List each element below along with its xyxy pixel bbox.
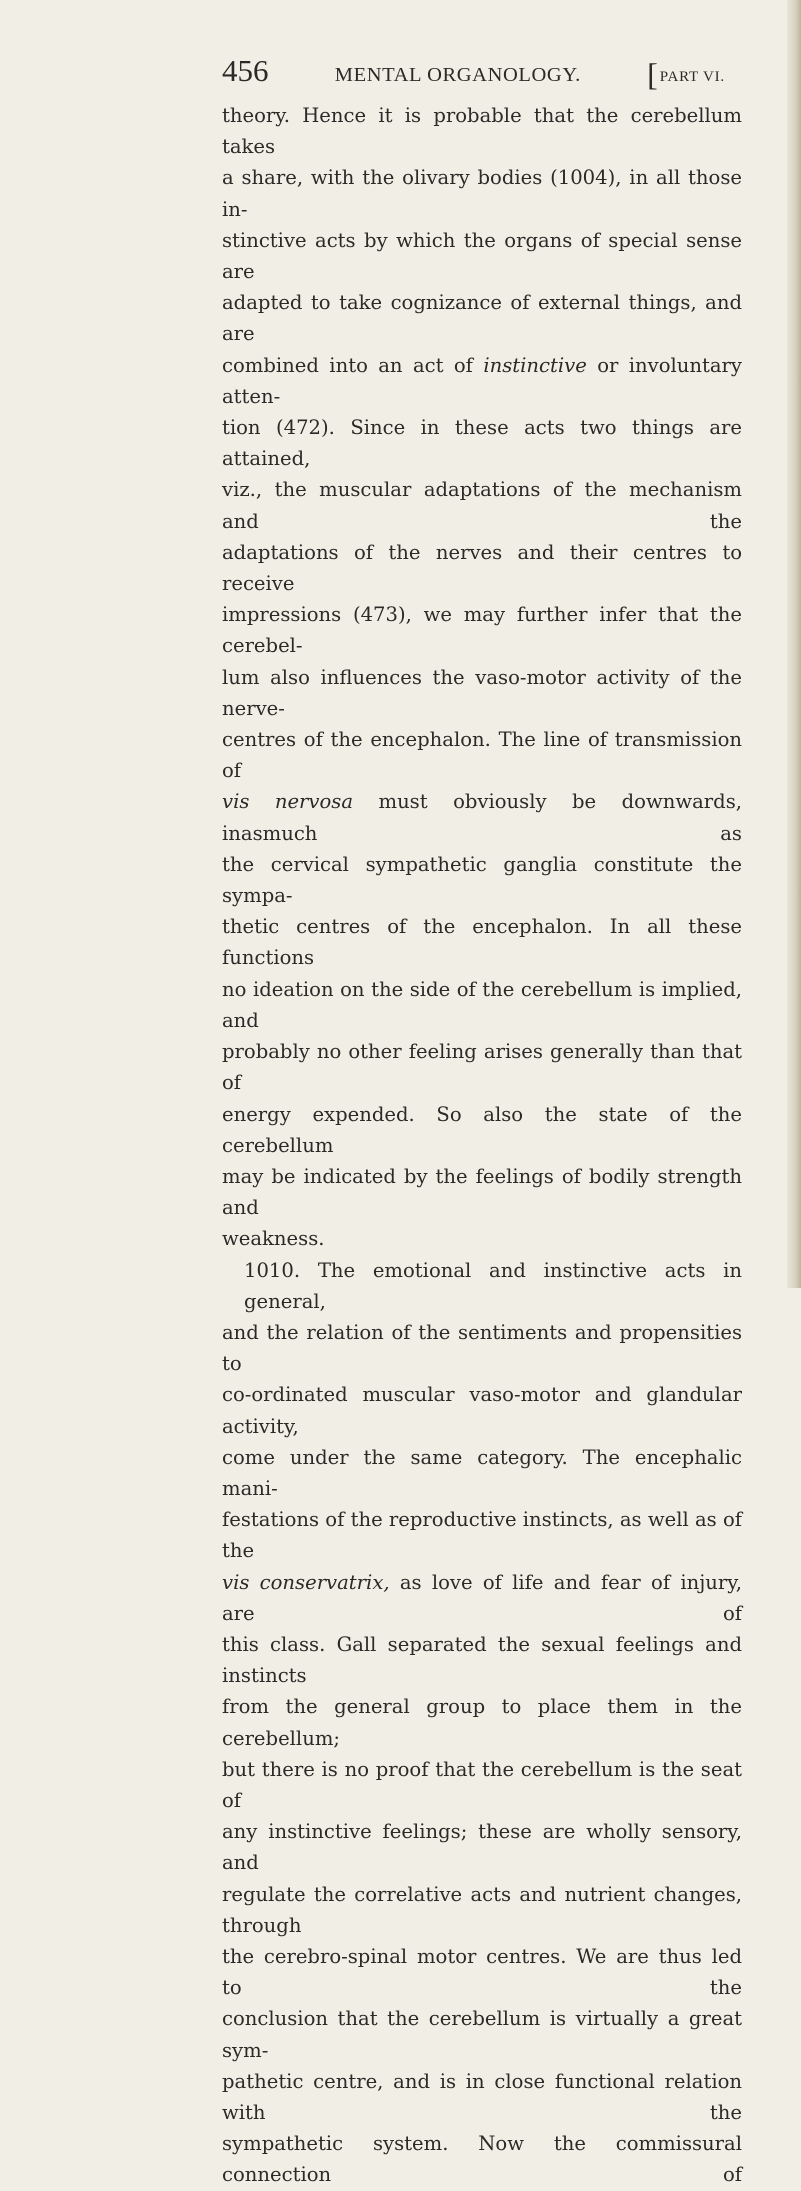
text-line: from the general group to place them in the cerebellum;	[222, 1695, 742, 1750]
italic-term: vis conservatrix,	[222, 1570, 390, 1594]
text-line: regulate the correlative acts and nutrient changes, through	[222, 1882, 742, 1937]
text-line: lum also influences the vaso-motor activity of the nerve-	[222, 665, 742, 720]
part-label	[647, 52, 725, 92]
italic-term: vis nervosa	[222, 790, 354, 814]
text-line: the cerebro-spinal motor centres. We are thus led to the	[222, 1944, 742, 2000]
page-header	[222, 52, 725, 92]
text-run: must obviously be downwards, inasmuch as	[222, 790, 742, 845]
text-run: combined into an act of	[222, 353, 484, 377]
text-run: or involuntary atten-	[222, 353, 742, 408]
text-line: impressions (473), we may further infer that the cerebel-	[222, 603, 742, 658]
part-bracket: [	[647, 56, 658, 92]
text-line: sympathetic system. Now the commissural connection of	[222, 2132, 742, 2187]
text-line: probably no other feeling arises generally than that of	[222, 1040, 742, 1095]
running-title: MENTAL ORGANOLOGY.	[334, 64, 581, 86]
text-line: co-ordinated muscular vaso-motor and glandular activity,	[222, 1383, 742, 1438]
text-line	[222, 1567, 742, 1629]
part-text: PART VI.	[659, 69, 725, 85]
text-line: pathetic centre, and is in close functional relation with the	[222, 2069, 742, 2124]
text-line: any instinctive feelings; these are wholly sensory, and	[222, 1820, 742, 1875]
text-line: thetic centres of the encephalon. In all these functions	[222, 915, 742, 970]
text-line: festations of the reproductive instincts, as well as of the	[222, 1508, 742, 1563]
text-line: but there is no proof that the cerebellum is the seat of	[222, 1757, 742, 1812]
text-line: adapted to take cognizance of external things, and are	[222, 291, 742, 346]
body-text	[222, 100, 742, 2191]
text-line	[222, 350, 742, 412]
text-line: energy expended. So also the state of the cerebellum	[222, 1102, 742, 1157]
text-line: centres of the encephalon. The line of transmission of	[222, 728, 742, 783]
text-run: as love of life and fear of injury, are of	[222, 1570, 742, 1625]
text-line: theory. Hence it is probable that the cerebellum takes	[222, 104, 742, 159]
text-line: adaptations of the nerves and their centres to receive	[222, 540, 742, 596]
text-line: no ideation on the side of the cerebellum is implied, and	[222, 977, 742, 1032]
text-line	[222, 786, 742, 848]
text-line: weakness.	[222, 1227, 325, 1251]
italic-term: instinctive	[483, 353, 587, 377]
text-line: this class. Gall separated the sexual feelings and instincts	[222, 1632, 742, 1688]
page-number: 456	[222, 53, 269, 88]
text-line: the cervical sympathetic ganglia constitute the sympa-	[222, 852, 742, 908]
text-line: stinctive acts by which the organs of special sense are	[222, 228, 742, 284]
text-line: conclusion that the cerebellum is virtually a great sym-	[222, 2007, 742, 2062]
text-line: come under the same category. The encephalic mani-	[222, 1445, 742, 1500]
text-line: and the relation of the sentiments and propensities to	[222, 1320, 742, 1376]
text-line: tion (472). Since in these acts two things are attained,	[222, 416, 742, 471]
text-line: viz., the muscular adaptations of the mechanism and the	[222, 478, 742, 533]
text-line: 1010. The emotional and instinctive acts in general,	[244, 1258, 742, 1313]
text-line: a share, with the olivary bodies (1004), in all those in-	[222, 166, 742, 221]
text-line: may be indicated by the feelings of bodily strength and	[222, 1164, 742, 1220]
